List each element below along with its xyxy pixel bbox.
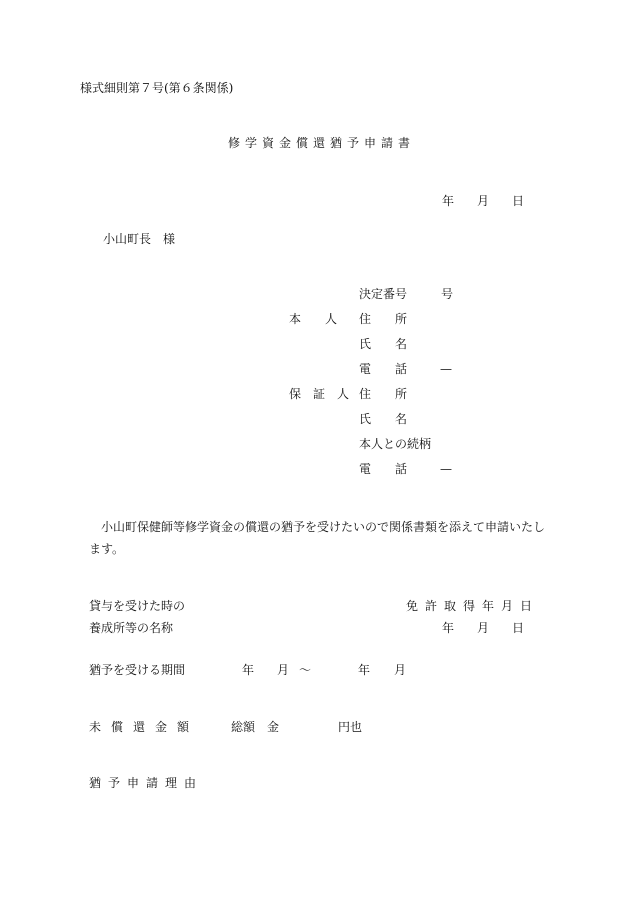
guarantor-name-label: 氏 名 (359, 412, 408, 426)
guarantor-address-label: 住 所 (359, 387, 408, 401)
decision-number-label: 決定番号 (359, 287, 408, 301)
period-from-year: 年 (242, 663, 255, 677)
period-label: 猶予を受ける期間 (89, 663, 186, 677)
guarantor-relation-label: 本人との続柄 (359, 437, 432, 451)
request-statement: 小山町保健師等修学資金の償還の猶予を受けたいので関係書類を添えて申請いたします。 (89, 520, 546, 556)
guarantor-phone-label: 電 話 (359, 462, 408, 476)
license-date-label: 免許取得年月日 (406, 599, 540, 613)
school-label-line1: 貸与を受けた時の (89, 599, 186, 613)
deferment-reason-label: 猶予申請理由 (89, 776, 204, 790)
date-day: 日 (512, 194, 525, 208)
school-label-line2: 養成所等の名称 (89, 621, 174, 635)
period-from-month: 月 (277, 663, 290, 677)
license-year: 年 (442, 621, 455, 635)
period-to-month: 月 (394, 663, 407, 677)
principal-label: 本 人 (289, 312, 338, 326)
period-tilde: ～ (299, 663, 312, 677)
page-title: 修学資金償還猶予申請書 (228, 136, 416, 150)
principal-name-label: 氏 名 (359, 337, 408, 351)
license-month: 月 (477, 621, 490, 635)
date-year: 年 (442, 194, 455, 208)
period-to-year: 年 (358, 663, 371, 677)
form-number: 様式細則第７号(第６条関係) (80, 81, 234, 95)
principal-address-label: 住 所 (359, 312, 408, 326)
total-amount-label: 総額 金 (231, 720, 280, 734)
principal-phone-label: 電 話 (359, 362, 408, 376)
guarantor-phone-dash: — (440, 462, 452, 476)
decision-number-suffix: 号 (441, 287, 454, 301)
guarantor-label: 保 証 人 (289, 387, 350, 401)
date-month: 月 (477, 194, 490, 208)
addressee: 小山町長 様 (103, 232, 176, 246)
yen-suffix: 円也 (338, 720, 363, 734)
unpaid-amount-label: 未償還金額 (89, 720, 200, 734)
principal-phone-dash: — (440, 362, 452, 376)
license-day: 日 (512, 621, 525, 635)
